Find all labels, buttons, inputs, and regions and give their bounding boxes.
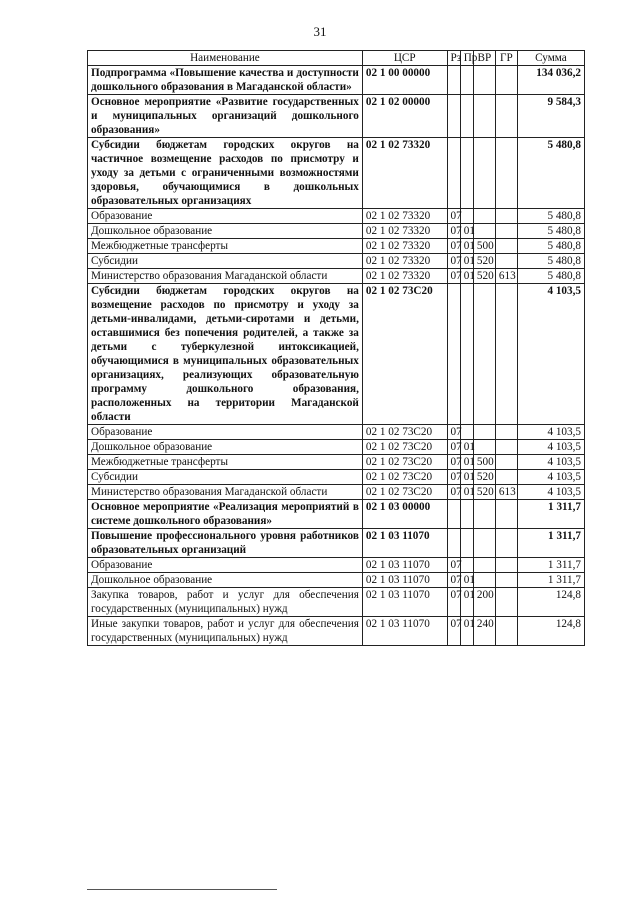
row-sum: 4 103,5 xyxy=(517,485,584,500)
row-pr: 01 xyxy=(460,440,473,455)
row-rz xyxy=(447,500,460,529)
row-pr xyxy=(460,95,473,138)
row-name: Межбюджетные трансферты xyxy=(88,239,363,254)
row-csr: 02 1 02 73320 xyxy=(362,239,447,254)
row-sum: 124,8 xyxy=(517,588,584,617)
row-sum: 124,8 xyxy=(517,617,584,646)
row-vr xyxy=(473,558,495,573)
table-row xyxy=(88,209,585,224)
row-rz: 07 xyxy=(447,485,460,500)
row-sum: 4 103,5 xyxy=(517,425,584,440)
footer-rule xyxy=(87,889,277,890)
table-row xyxy=(88,269,585,284)
table-row xyxy=(88,455,585,470)
row-name: Закупка товаров, работ и услуг для обеспечения государственных (муниципальных) нужд xyxy=(88,588,363,617)
row-vr: 520 xyxy=(473,269,495,284)
row-rz: 07 xyxy=(447,239,460,254)
row-pr: 01 xyxy=(460,239,473,254)
row-csr: 02 1 02 73С20 xyxy=(362,440,447,455)
row-csr: 02 1 03 11070 xyxy=(362,617,447,646)
row-csr: 02 1 02 73320 xyxy=(362,209,447,224)
row-csr: 02 1 02 73320 xyxy=(362,254,447,269)
row-csr: 02 1 02 73С20 xyxy=(362,485,447,500)
row-gr xyxy=(495,224,517,239)
row-name: Образование xyxy=(88,209,363,224)
row-sum: 134 036,2 xyxy=(517,66,584,95)
row-pr xyxy=(460,284,473,425)
row-vr: 520 xyxy=(473,254,495,269)
table-row xyxy=(88,138,585,209)
header-rz: Рз xyxy=(447,51,460,66)
table-row xyxy=(88,470,585,485)
row-gr xyxy=(495,588,517,617)
row-name: Иные закупки товаров, работ и услуг для обеспечения государственных (муниципальных) нужд xyxy=(88,617,363,646)
row-csr: 02 1 03 00000 xyxy=(362,500,447,529)
row-name: Основное мероприятие «Реализация мероприятий в системе дошкольного образования» xyxy=(88,500,363,529)
row-sum: 5 480,8 xyxy=(517,138,584,209)
row-sum: 5 480,8 xyxy=(517,254,584,269)
row-gr xyxy=(495,254,517,269)
row-pr: 01 xyxy=(460,254,473,269)
row-gr xyxy=(495,529,517,558)
row-sum: 4 103,5 xyxy=(517,440,584,455)
row-csr: 02 1 02 00000 xyxy=(362,95,447,138)
table-row xyxy=(88,284,585,425)
row-gr xyxy=(495,617,517,646)
row-vr xyxy=(473,66,495,95)
row-gr xyxy=(495,440,517,455)
row-csr: 02 1 02 73320 xyxy=(362,224,447,239)
row-vr: 500 xyxy=(473,455,495,470)
row-gr xyxy=(495,558,517,573)
row-vr xyxy=(473,95,495,138)
row-vr: 520 xyxy=(473,485,495,500)
row-gr xyxy=(495,138,517,209)
table-row xyxy=(88,425,585,440)
row-vr: 520 xyxy=(473,470,495,485)
row-sum: 5 480,8 xyxy=(517,239,584,254)
row-rz: 07 xyxy=(447,470,460,485)
row-rz: 07 xyxy=(447,425,460,440)
row-rz xyxy=(447,529,460,558)
row-pr: 01 xyxy=(460,269,473,284)
row-sum: 5 480,8 xyxy=(517,224,584,239)
table-row xyxy=(88,239,585,254)
row-name: Образование xyxy=(88,558,363,573)
row-name: Основное мероприятие «Развитие государственных и муниципальных организаций дошкольного образования» xyxy=(88,95,363,138)
row-sum: 4 103,5 xyxy=(517,455,584,470)
row-csr: 02 1 03 11070 xyxy=(362,558,447,573)
page-number: 31 xyxy=(313,24,327,39)
row-csr: 02 1 03 11070 xyxy=(362,588,447,617)
row-pr: 01 xyxy=(460,617,473,646)
table-row xyxy=(88,95,585,138)
header-name: Наименование xyxy=(88,51,363,66)
row-csr: 02 1 02 73С20 xyxy=(362,425,447,440)
row-gr xyxy=(495,455,517,470)
row-sum: 4 103,5 xyxy=(517,470,584,485)
row-pr: 01 xyxy=(460,573,473,588)
row-name: Субсидии бюджетам городских округов на возмещение расходов по присмотру и уходу за детьми-инвалидами, детьми-сиротами и детьми, оставшимися без попечения родителей, а также за детьми с туберкулезной интоксикацией, обучающимися в муниципальных образовательных организациях, реализующих образовательную программу дошкольного образования, расположенных на территории Магаданской области xyxy=(88,284,363,425)
row-vr: 200 xyxy=(473,588,495,617)
header-sum: Сумма xyxy=(517,51,584,66)
row-pr: 01 xyxy=(460,485,473,500)
row-gr xyxy=(495,284,517,425)
row-gr xyxy=(495,425,517,440)
row-pr: 01 xyxy=(460,588,473,617)
row-gr xyxy=(495,470,517,485)
row-rz: 07 xyxy=(447,209,460,224)
row-sum: 1 311,7 xyxy=(517,573,584,588)
row-sum: 5 480,8 xyxy=(517,209,584,224)
row-csr: 02 1 02 73С20 xyxy=(362,470,447,485)
row-name: Субсидии xyxy=(88,470,363,485)
table-row xyxy=(88,66,585,95)
row-rz: 07 xyxy=(447,440,460,455)
row-name: Министерство образования Магаданской области xyxy=(88,485,363,500)
row-pr xyxy=(460,66,473,95)
row-sum: 4 103,5 xyxy=(517,284,584,425)
row-pr: 01 xyxy=(460,224,473,239)
row-pr: 01 xyxy=(460,470,473,485)
row-pr xyxy=(460,500,473,529)
table-row xyxy=(88,224,585,239)
row-rz: 07 xyxy=(447,455,460,470)
row-name: Межбюджетные трансферты xyxy=(88,455,363,470)
row-rz: 07 xyxy=(447,588,460,617)
table-header-row xyxy=(88,51,585,66)
row-rz xyxy=(447,95,460,138)
row-sum: 5 480,8 xyxy=(517,269,584,284)
header-vr: ВР xyxy=(473,51,495,66)
row-vr: 240 xyxy=(473,617,495,646)
row-csr: 02 1 00 00000 xyxy=(362,66,447,95)
row-csr: 02 1 02 73320 xyxy=(362,138,447,209)
row-rz xyxy=(447,138,460,209)
row-vr xyxy=(473,440,495,455)
row-pr xyxy=(460,138,473,209)
table-row xyxy=(88,440,585,455)
row-name: Министерство образования Магаданской области xyxy=(88,269,363,284)
row-pr xyxy=(460,558,473,573)
row-rz: 07 xyxy=(447,573,460,588)
row-gr xyxy=(495,573,517,588)
row-pr: 01 xyxy=(460,455,473,470)
row-vr xyxy=(473,209,495,224)
row-name: Образование xyxy=(88,425,363,440)
row-gr xyxy=(495,239,517,254)
row-rz: 07 xyxy=(447,254,460,269)
row-rz: 07 xyxy=(447,269,460,284)
row-rz xyxy=(447,284,460,425)
row-name: Подпрограмма «Повышение качества и доступности дошкольного образования в Магаданской области» xyxy=(88,66,363,95)
table-row xyxy=(88,558,585,573)
row-csr: 02 1 02 73С20 xyxy=(362,455,447,470)
row-rz: 07 xyxy=(447,558,460,573)
row-name: Субсидии xyxy=(88,254,363,269)
row-rz: 07 xyxy=(447,224,460,239)
row-pr xyxy=(460,425,473,440)
table-row xyxy=(88,254,585,269)
row-csr: 02 1 03 11070 xyxy=(362,529,447,558)
row-vr xyxy=(473,284,495,425)
row-vr xyxy=(473,425,495,440)
table-row xyxy=(88,588,585,617)
row-sum: 1 311,7 xyxy=(517,558,584,573)
row-gr xyxy=(495,66,517,95)
table-row xyxy=(88,617,585,646)
row-name: Дошкольное образование xyxy=(88,440,363,455)
table-body xyxy=(88,66,585,646)
row-vr xyxy=(473,573,495,588)
row-vr: 500 xyxy=(473,239,495,254)
table-row xyxy=(88,485,585,500)
row-sum: 1 311,7 xyxy=(517,529,584,558)
table-row xyxy=(88,529,585,558)
row-name: Дошкольное образование xyxy=(88,573,363,588)
table-row xyxy=(88,573,585,588)
row-gr: 613 xyxy=(495,269,517,284)
row-rz xyxy=(447,66,460,95)
row-sum: 1 311,7 xyxy=(517,500,584,529)
row-csr: 02 1 02 73320 xyxy=(362,269,447,284)
header-csr: ЦСР xyxy=(362,51,447,66)
row-pr xyxy=(460,529,473,558)
budget-table xyxy=(87,50,585,646)
row-gr xyxy=(495,209,517,224)
row-gr: 613 xyxy=(495,485,517,500)
row-csr: 02 1 02 73С20 xyxy=(362,284,447,425)
row-name: Дошкольное образование xyxy=(88,224,363,239)
row-vr xyxy=(473,138,495,209)
row-gr xyxy=(495,500,517,529)
header-gr: ГР xyxy=(495,51,517,66)
row-sum: 9 584,3 xyxy=(517,95,584,138)
row-name: Субсидии бюджетам городских округов на частичное возмещение расходов по присмотру и уходу за детьми с ограниченными возможностями здоровья, обучающимися в дошкольных образовательных организациях xyxy=(88,138,363,209)
row-vr xyxy=(473,224,495,239)
row-gr xyxy=(495,95,517,138)
row-name: Повышение профессионального уровня работников образовательных организаций xyxy=(88,529,363,558)
row-pr xyxy=(460,209,473,224)
table-row xyxy=(88,500,585,529)
row-rz: 07 xyxy=(447,617,460,646)
row-vr xyxy=(473,500,495,529)
header-pr: Пр xyxy=(460,51,473,66)
row-csr: 02 1 03 11070 xyxy=(362,573,447,588)
row-vr xyxy=(473,529,495,558)
